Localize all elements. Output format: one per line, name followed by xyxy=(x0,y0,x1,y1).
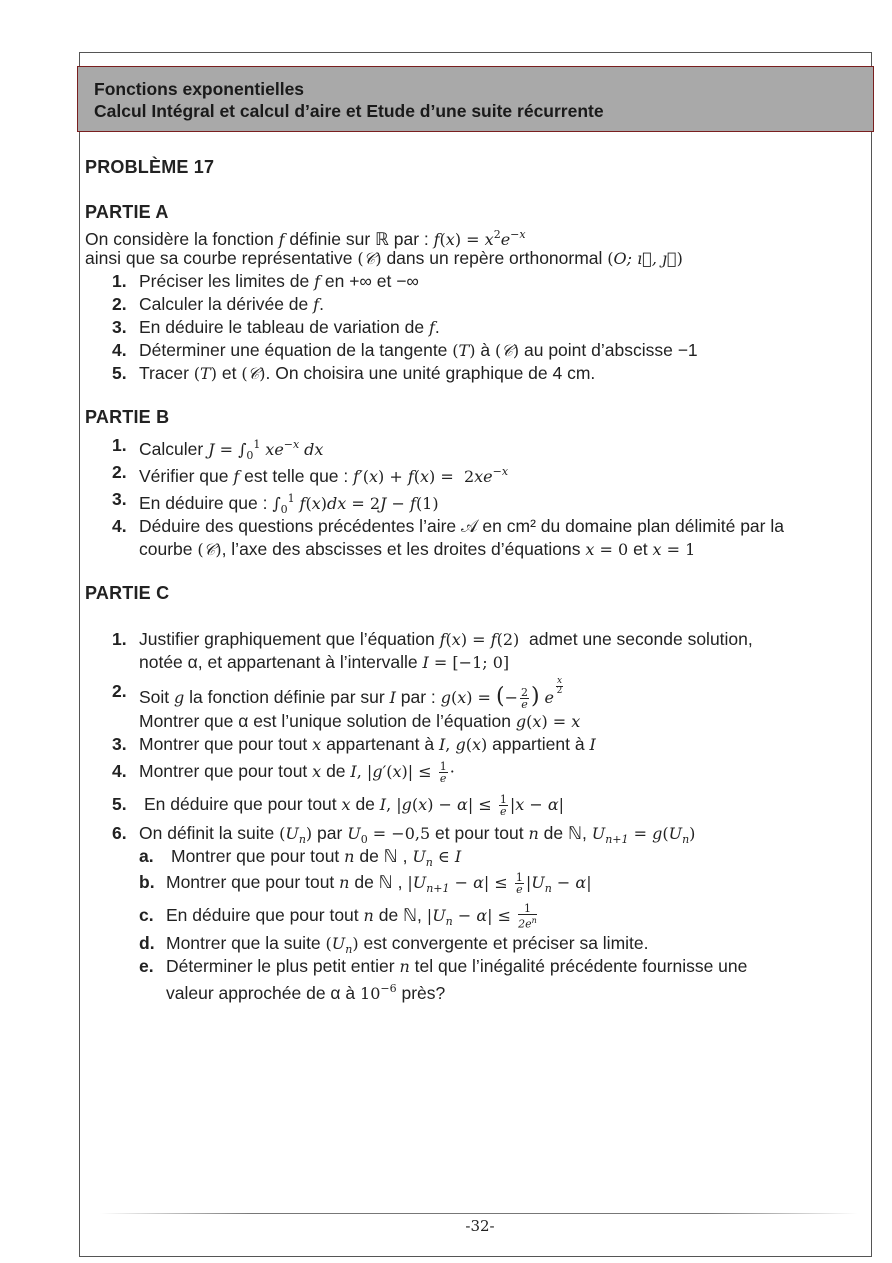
item-number: 6. xyxy=(112,823,127,843)
item-number: 5. xyxy=(112,794,127,814)
item-number: 4. xyxy=(112,761,127,781)
part-a-q3: En déduire le tableau de variation de f. xyxy=(139,317,440,337)
part-c-q1-line1: Justifier graphiquement que l’équation f(x) = f(2) admet une seconde solution, xyxy=(139,629,753,649)
chapter-title: Fonctions exponentielles xyxy=(94,79,305,99)
subitem-letter: e. xyxy=(139,956,154,976)
item-number: 4. xyxy=(112,340,127,360)
item-number: 2. xyxy=(112,681,127,701)
page-number: -32- xyxy=(465,1217,495,1235)
part-b-q4-line1: Déduire des questions précédentes l’aire 𝒜 en cm² du domaine plan délimité par la xyxy=(139,516,784,536)
item-number: 3. xyxy=(112,317,127,337)
part-b-title: PARTIE B xyxy=(85,407,170,427)
chapter-subtitle: Calcul Intégral et calcul d’aire et Etude d’une suite récurrente xyxy=(94,101,604,121)
part-a-q2: Calculer la dérivée de f. xyxy=(139,294,324,314)
item-number: 1. xyxy=(112,271,127,291)
part-b-q4-line2: courbe (𝒞), l’axe des abscisses et les droites d’équations x = 0 et x = 1 xyxy=(139,539,696,559)
part-c-q4: Montrer que pour tout x de I, |g′(x)| ≤ $\frac{1}{e}$ · xyxy=(139,759,455,785)
part-a-q4: Déterminer une équation de la tangente (T) à (𝒞) au point d’abscisse −1 xyxy=(139,340,698,360)
part-a-q1: Préciser les limites de f en +∞ et −∞ xyxy=(139,271,419,291)
item-number: 4. xyxy=(112,516,127,536)
subitem-letter: a. xyxy=(139,846,154,866)
problem-title: PROBLÈME 17 xyxy=(85,157,215,177)
part-c-q5: En déduire que pour tout x de I, |g(x) − α| ≤ $\frac{1}{e}$ |x − α| xyxy=(144,792,565,818)
part-c-q6d: Montrer que la suite $(U_n)$ est convergente et préciser sa limite. xyxy=(166,933,649,956)
item-number: 2. xyxy=(112,462,127,482)
part-b-q1: Calculer $J = \int_0^1$ $xe^{-x}$ dx xyxy=(139,438,324,462)
part-c-q2-line1: Soit g la fonction définie par sur I par : g(x) = (− $\frac{2}{e}$ ) e $\frac{x}{2}$ xyxy=(139,676,563,711)
subitem-letter: c. xyxy=(139,905,154,925)
part-c-q6: On définit la suite $(U_n)$ par $U_0 = -0,5$ et pour tout n de ℕ, $U_{n+1} = g(U_n)$ xyxy=(139,823,696,846)
part-c-q6e-line2: valeur approchée de α à $10^{-6}$ près? xyxy=(166,982,446,1003)
part-c-q6b: Montrer que pour tout n de ℕ , $|U_{n+1} - \alpha|$ ≤ $\frac{1}{e}$ $|U_n - \alpha|$ xyxy=(166,870,592,896)
footer-divider xyxy=(100,1213,858,1214)
item-number: 3. xyxy=(112,489,127,509)
part-b-q3: En déduire que : $\int_0^1$ f(x)dx = 2J − f(1) xyxy=(139,492,439,516)
subitem-letter: b. xyxy=(139,872,155,892)
part-a-q5: Tracer (T) et (𝒞). On choisira une unité graphique de 4 cm. xyxy=(139,363,596,383)
part-b-q2: Vérifier que f est telle que : $f'(x) + f(x) = 2xe^{-x}$ xyxy=(139,465,509,486)
chapter-header xyxy=(77,66,874,132)
part-c-q2-line2: Montrer que α est l’unique solution de l’équation g(x) = x xyxy=(139,711,581,731)
part-c-q6a: Montrer que pour tout n de ℕ , $U_n$ ∈ I xyxy=(171,846,462,869)
part-c-q3: Montrer que pour tout x appartenant à I, g(x) appartient à I xyxy=(139,734,596,754)
item-number: 3. xyxy=(112,734,127,754)
part-c-q6c: En déduire que pour tout n de ℕ, $|U_n - \alpha|$ ≤ $\frac{1}{2e^n}$ xyxy=(166,902,537,931)
part-a-intro-1: On considère la fonction f définie sur ℝ par : $f(x) = x^2e^{-x}$ xyxy=(85,228,526,249)
item-number: 1. xyxy=(112,629,127,649)
item-number: 1. xyxy=(112,435,127,455)
part-c-title: PARTIE C xyxy=(85,583,170,603)
subitem-letter: d. xyxy=(139,933,155,953)
item-number: 5. xyxy=(112,363,127,383)
part-a-intro-2: ainsi que sa courbe représentative (𝒞) dans un repère orthonormal (O; ı⃗, ȷ⃗) xyxy=(85,248,683,268)
part-c-q6e-line1: Déterminer le plus petit entier n tel que l’inégalité précédente fournisse une xyxy=(166,956,748,976)
item-number: 2. xyxy=(112,294,127,314)
part-c-q1-line2: notée α, et appartenant à l’intervalle I = [−1; 0] xyxy=(139,652,510,672)
part-a-title: PARTIE A xyxy=(85,202,169,222)
